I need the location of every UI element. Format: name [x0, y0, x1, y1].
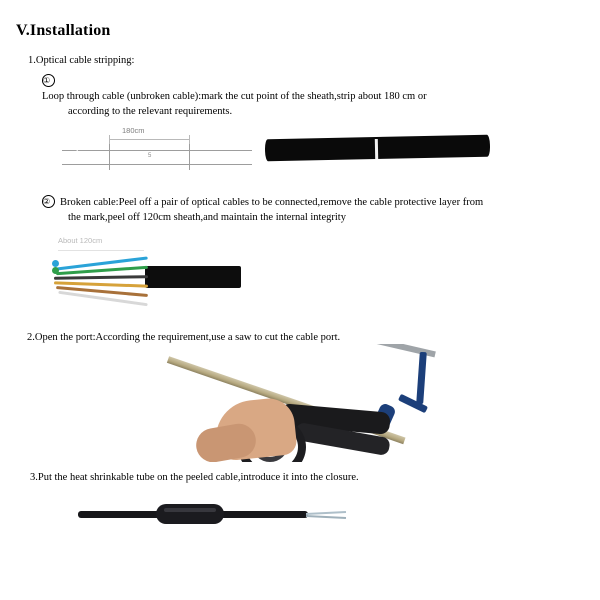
step-3-number: 3. — [30, 472, 38, 483]
cut-mark-left — [109, 144, 110, 170]
fiber-end-blue — [52, 260, 59, 267]
dimension-label-180cm: 180cm — [122, 126, 145, 135]
cable-outline-bottom — [62, 164, 252, 165]
dimension-tick-left — [109, 135, 110, 144]
step-3-line — [30, 470, 359, 485]
circled-number-1-icon: ① — [42, 74, 55, 87]
heat-shrink-tube-cable-photo — [78, 500, 363, 530]
cable-dimension-diagram — [62, 126, 252, 174]
fiber-end-green — [52, 267, 59, 274]
bullet-2-line-1: Broken cable:Peel off a pair of optical cables to be connected,remove the cable protective layer from — [60, 197, 484, 208]
heat-shrinkable-tube — [156, 504, 224, 524]
fiber-dimension-line — [58, 250, 144, 251]
dimension-line — [109, 139, 189, 140]
bullet-1-line-2: according to the relevant requirements. — [68, 106, 233, 118]
step-1-line — [28, 53, 134, 68]
tube-highlight — [164, 508, 216, 512]
cable-outline-top — [62, 150, 252, 151]
step-2-number: 2. — [27, 332, 35, 343]
step-1-text: Optical cable stripping: — [35, 55, 135, 66]
cut-mark-right — [189, 144, 190, 170]
cable-mark-label: 5 — [148, 153, 152, 159]
bullet-2-line-2: the mark,peel off 120cm sheath,and maintain the internal integrity — [68, 212, 346, 224]
step-1-number: 1. — [28, 55, 36, 66]
fiber-black — [54, 275, 148, 280]
bullet-1-line-1: Loop through cable (unbroken cable):mark the cut point of the sheath,strip about 180 cm or — [42, 91, 427, 103]
about-120cm-label: About 120cm — [58, 236, 103, 245]
page-title: V.Installation — [16, 22, 111, 39]
step-2-line — [27, 330, 340, 345]
step-2-text: Open the port:According the requirement,use a saw to cut the cable port. — [34, 332, 341, 343]
step-3-text: Put the heat shrinkable tube on the peeled cable,introduce it into the closure. — [37, 472, 359, 483]
cable-jacket — [145, 266, 241, 288]
saw-frame-vertical — [416, 352, 427, 404]
saw-cutting-cable-photo — [160, 344, 445, 462]
stripped-cable-fibers-photo — [50, 236, 240, 314]
dimension-tick-right — [189, 135, 190, 144]
fiber-tip-lower — [306, 515, 346, 519]
cable-taper-left — [62, 150, 78, 164]
step-1-bullet-1 — [42, 74, 582, 120]
step-1-bullet-2 — [42, 195, 584, 225]
circled-number-2-icon: ② — [42, 195, 55, 208]
cable-mark-band — [375, 139, 378, 159]
black-cable-photo — [265, 134, 490, 164]
